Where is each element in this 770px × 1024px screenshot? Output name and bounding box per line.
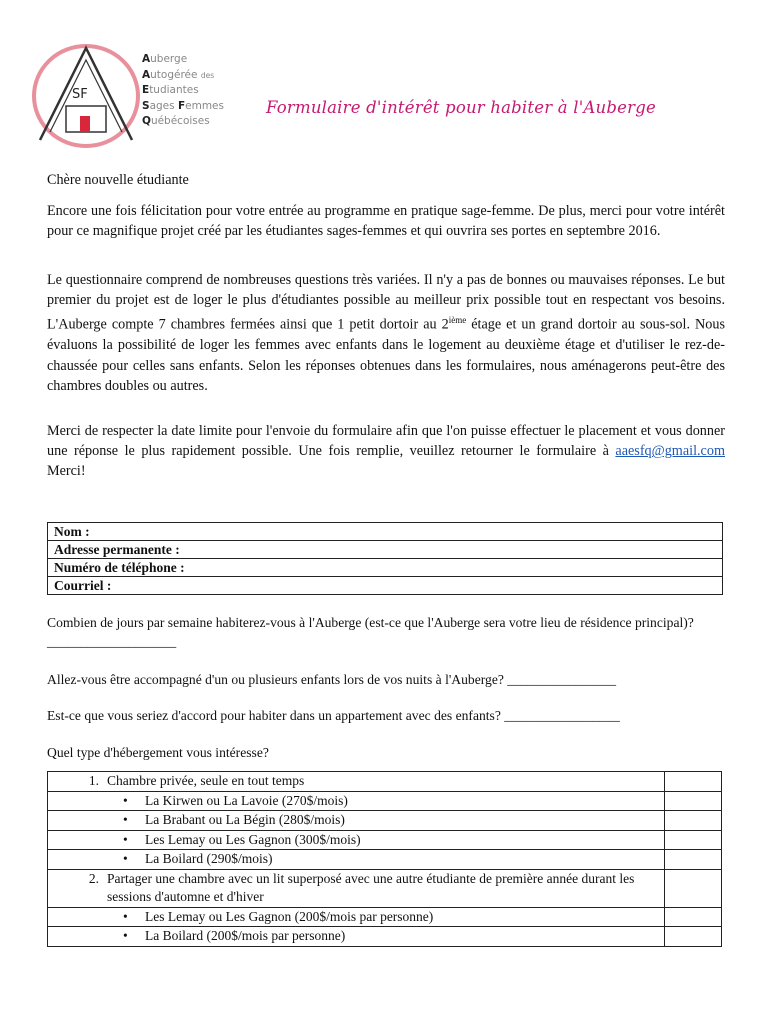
questionnaire-paragraph: Le questionnaire comprend de nombreuses questions très variées. Il n'y a pas de bonnes ou mauvaises réponses. Le but premier du projet est de loger le plus d'étudiantes possible au meilleur prix possible tout en respectant vos besoins. L'Auberge compte 7 chambres fermées ainsi que 1 petit dortoir au 2ième étage et un grand dortoir au sous-sol. Nous évaluons la possibilité de loger les femmes avec enfants dans le logement au deuxième étage et d'utiliser le rez-de-chaussée pour celles sans enfants. Selon les réponses obtenues dans les formulaires, nous aménagerons peut-être des chambres doubles ou autres. [47,272,725,394]
question-days: Combien de jours par semaine habiterez-vous à l'Auberge (est-ce que l'Auberge sera votre lieu de résidence principal)? ___________________ [47,615,694,649]
option-answer-cell[interactable] [664,772,721,792]
list-item: • Les Lemay ou Les Gagnon (200$/mois par personne) [48,908,664,927]
organization-name: Auberge Autogérée des Etudiantes Sages Femmes Québécoises [142,53,224,127]
option-answer-cell[interactable] [664,927,721,947]
option-answer-cell[interactable] [664,869,721,907]
form-title: Formulaire d'intérêt pour habiter à l'Auberge [266,98,656,117]
name-field[interactable]: Nom : [48,523,723,541]
contact-table [47,522,723,595]
list-item: • La Brabant ou La Bégin (280$/mois) [48,811,664,830]
option-answer-cell[interactable] [664,907,721,927]
list-item: • La Boilard (290$/mois) [48,850,664,869]
option-answer-cell[interactable] [664,850,721,870]
question-children: Allez-vous être accompagné d'un ou plusieurs enfants lors de vos nuits à l'Auberge? ________________ [47,672,617,687]
option-answer-cell[interactable] [664,791,721,811]
option-private-room: Chambre privée, seule en tout temps [107,773,305,788]
email-link[interactable]: aaesfq@gmail.com [615,443,725,460]
deadline-paragraph: Merci de respecter la date limite pour l'envoie du formulaire afin que l'on puisse effectuer le placement et vous donner une réponse le plus rapidement possible. Une fois remplie, veuillez retourner le formulaire à aaesfq@gmail.com Merci! [47,423,725,480]
svg-text:SF: SF [72,87,88,102]
greeting: Chère nouvelle étudiante [47,172,189,188]
housing-options-table: 1. Chambre privée, seule en tout temps • La Kirwen ou La Lavoie (270$/mois) • La Brabant ou La Bégin (280$/mois) • Les Lemay ou Les Gagnon (300$/mois) • La Boilard (290$/mois) 2. Partager une chambre avec un lit superposé avec une autre étudiante de première année durant les sessions d'automne et d'hiver • Les Lemay ou Les Gagnon (200$/mois par personne) • La Boilard (200$/mois par personne) [47,771,722,947]
logo [28,40,148,150]
intro-paragraph: Encore une fois félicitation pour votre entrée au programme en pratique sage-femme. De plus, merci pour votre intérêt pour ce magnifique projet créé par les étudiantes sages-femmes et qui ouvrira ses portes en septembre 2016. [47,203,725,240]
list-item: • Les Lemay ou Les Gagnon (300$/mois) [48,831,664,850]
list-item: • La Kirwen ou La Lavoie (270$/mois) [48,792,664,811]
option-answer-cell[interactable] [664,811,721,831]
question-housing-type: Quel type d'hébergement vous intéresse? [47,745,269,760]
phone-field[interactable]: Numéro de téléphone : [48,559,723,577]
question-apartment: Est-ce que vous seriez d'accord pour habiter dans un appartement avec des enfants? _________________ [47,708,620,723]
option-shared-room: Partager une chambre avec un lit superposé avec une autre étudiante de première année durant les sessions d'automne et d'hiver [107,870,635,904]
list-item: • La Boilard (200$/mois par personne) [48,927,664,946]
address-field[interactable]: Adresse permanente : [48,541,723,559]
house-logo-icon [28,40,148,150]
email-field[interactable]: Courriel : [48,577,723,595]
option-answer-cell[interactable] [664,830,721,850]
